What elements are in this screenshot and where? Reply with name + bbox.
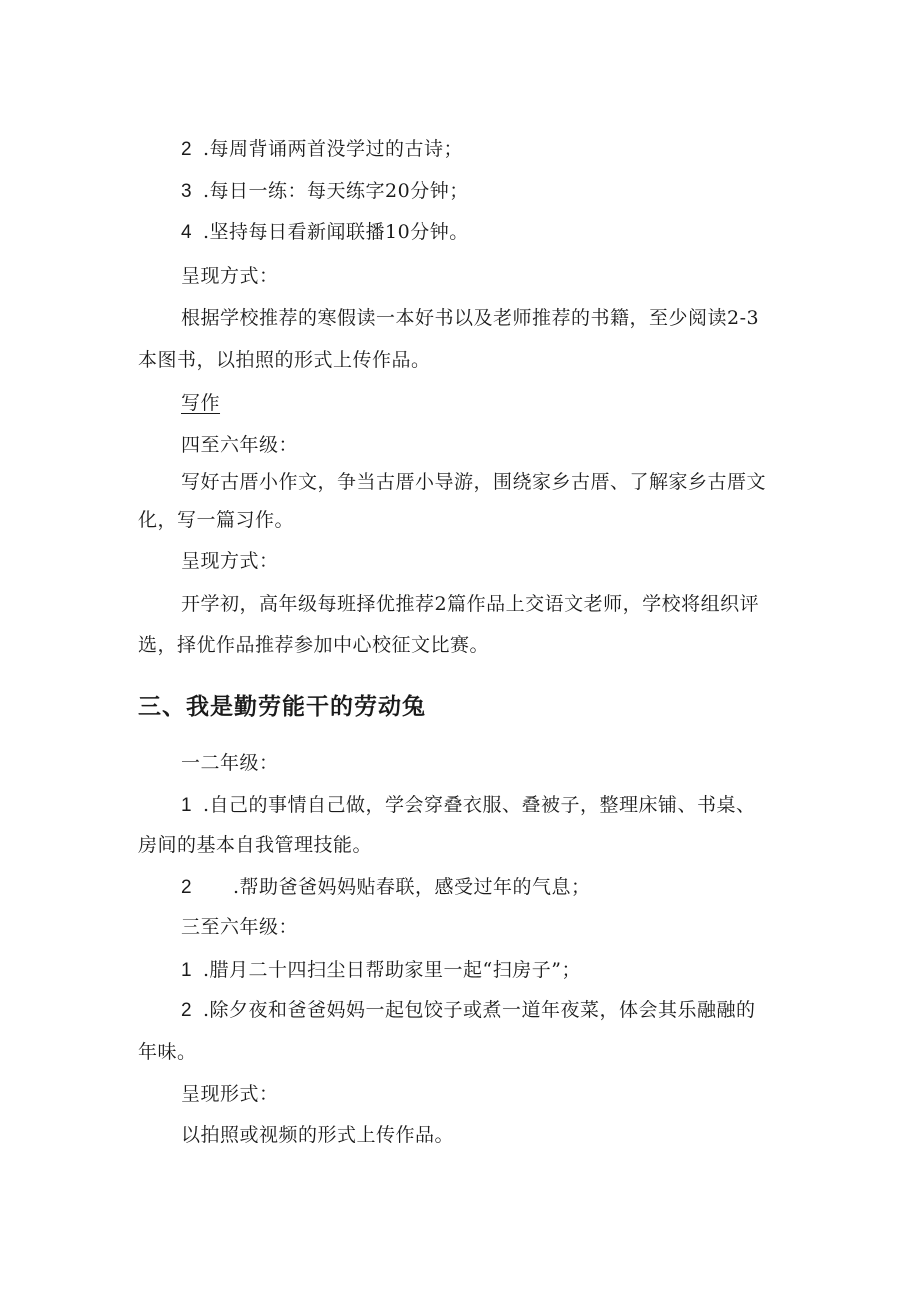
item-text: .自己的事情自己做，学会穿叠衣服、叠被子，整理床铺、书桌、 (203, 794, 756, 816)
reading-paragraph-line2: 本图书，以拍照的形式上传作品。 (138, 349, 431, 371)
reading-paragraph-line1: 根据学校推荐的寒假读一本好书以及老师推荐的书籍，至少阅读2-3 (181, 307, 760, 329)
list-item (181, 995, 756, 1026)
item-text: .每日一练：每天练字20分钟； (203, 180, 469, 202)
grade-label: 一二年级： (181, 752, 279, 774)
present-label: 呈现方式： (181, 550, 279, 572)
writing-paragraph-line1: 写好古厝小作文，争当古厝小导游，围绕家乡古厝、了解家乡古厝文 (181, 471, 767, 493)
list-item (181, 176, 469, 207)
present-label: 呈现方式： (181, 265, 279, 287)
item-text: .帮助爸爸妈妈贴春联，感受过年的气息； (233, 876, 591, 898)
writing-present-line2: 选，择优作品推荐参加中心校征文比赛。 (138, 634, 490, 656)
present-text: 以拍照或视频的形式上传作品。 (181, 1124, 455, 1146)
item-number: 2 (181, 139, 193, 160)
item-number: 4 (181, 222, 193, 243)
grade-label: 三至六年级： (181, 916, 299, 938)
item-text: .每周背诵两首没学过的古诗； (203, 138, 464, 160)
section-heading: 三、我是勤劳能干的劳动兔 (138, 694, 426, 720)
item-number: 1 (181, 960, 193, 981)
writing-paragraph-line2: 化，写一篇习作。 (138, 509, 295, 531)
list-item (181, 872, 591, 903)
grade-label: 四至六年级： (181, 434, 299, 456)
list-item (181, 217, 469, 248)
writing-title: 写作 (181, 392, 221, 414)
item-number: 3 (181, 181, 193, 202)
item-text: .除夕夜和爸爸妈妈一起包饺子或煮一道年夜菜，体会其乐融融的 (203, 999, 756, 1021)
list-item (181, 134, 463, 165)
writing-present-line1: 开学初，高年级每班择优推荐2篇作品上交语文老师，学校将组织评 (181, 593, 760, 615)
item-text: .腊月二十四扫尘日帮助家里一起“扫房子”； (203, 959, 581, 981)
present-label: 呈现形式： (181, 1083, 279, 1105)
item-number: 2 (181, 877, 193, 898)
list-item-continuation: 年味。 (138, 1041, 197, 1063)
list-item-continuation: 房间的基本自我管理技能。 (138, 834, 373, 856)
item-number: 2 (181, 1000, 193, 1021)
item-number: 1 (181, 795, 193, 816)
item-text: .坚持每日看新闻联播10分钟。 (203, 221, 469, 243)
list-item (181, 955, 581, 986)
list-item (181, 790, 756, 821)
